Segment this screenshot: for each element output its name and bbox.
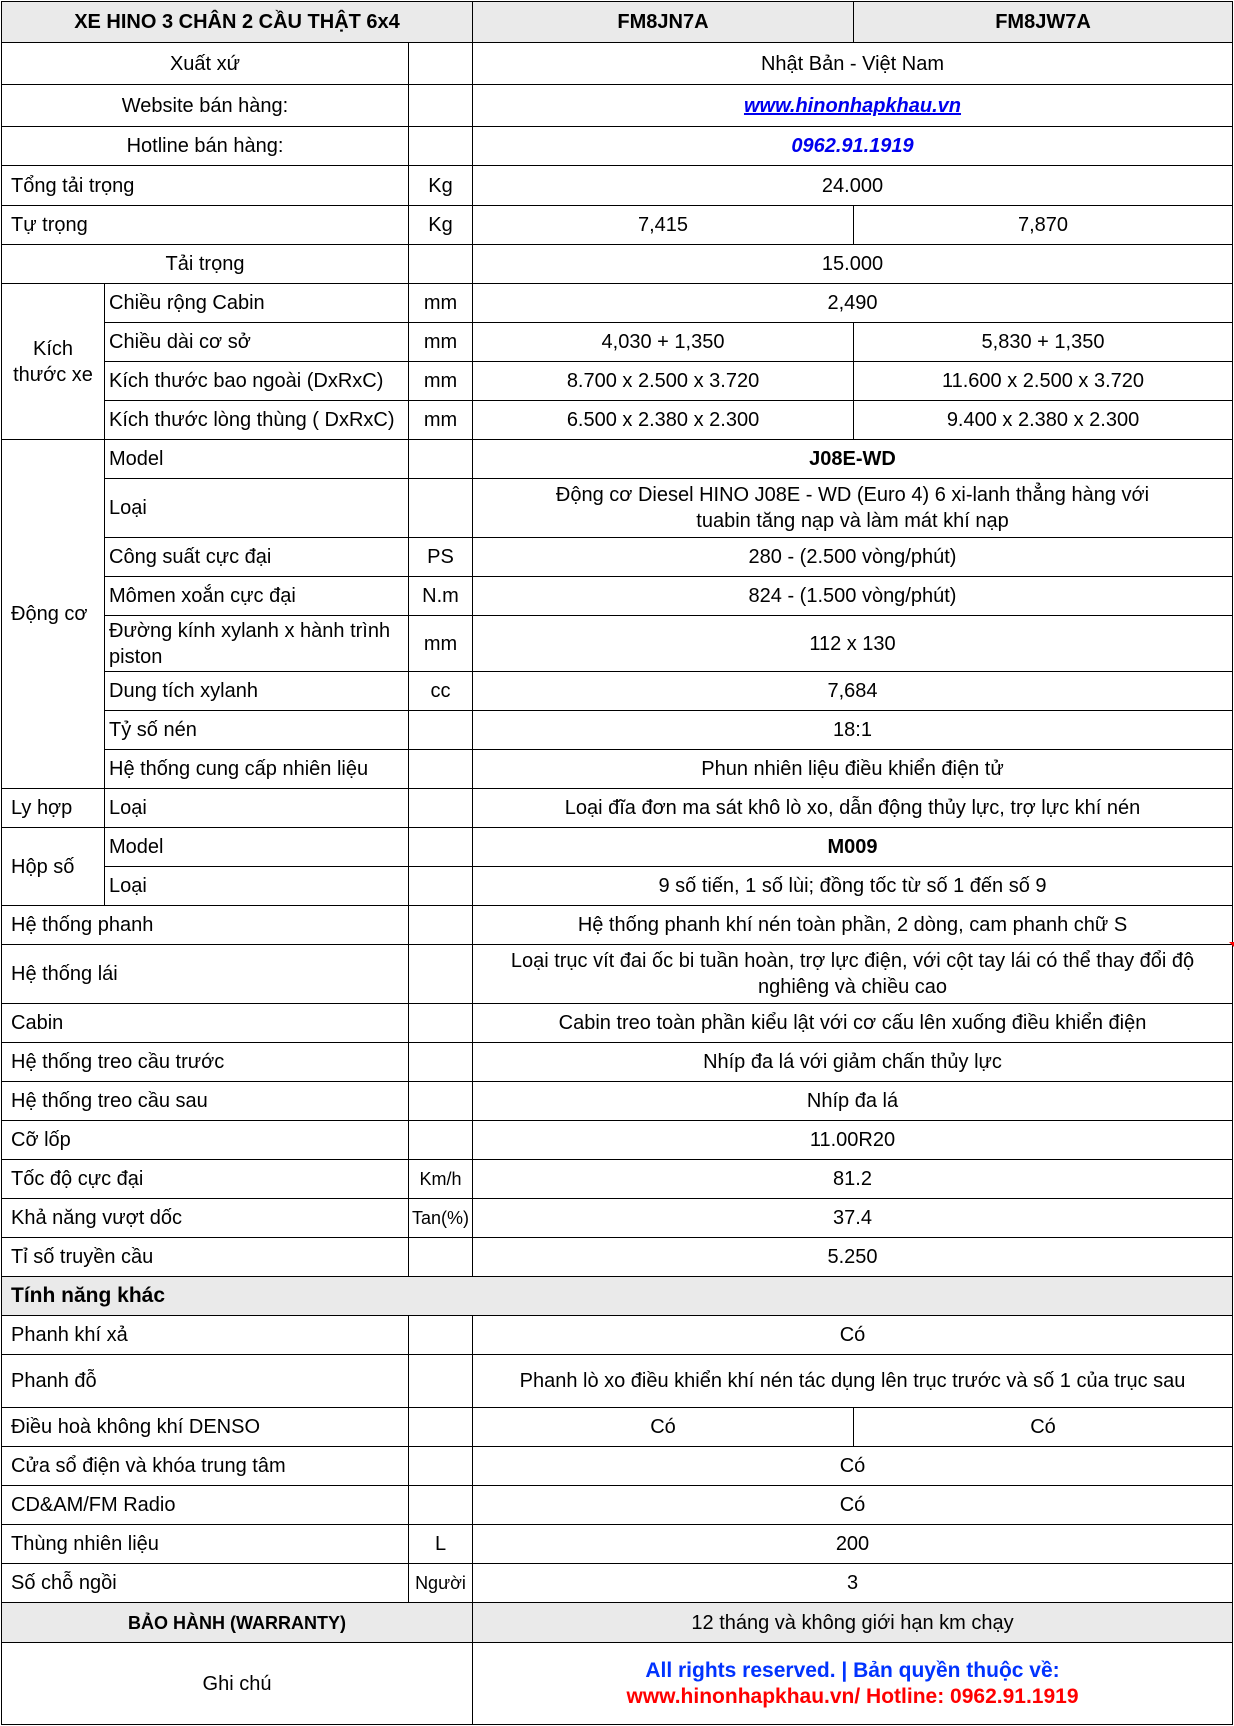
parking-brake-value: Phanh lò xo điều khiển khí nén tác dụng lên trục trước và số 1 của trục sau (473, 1355, 1233, 1408)
overall-dimensions-unit: mm (409, 362, 473, 401)
exhaust-brake-value: Có (473, 1316, 1233, 1355)
steering-line-2: nghiêng và chiều cao (757, 976, 948, 998)
engine-compression-value: 18:1 (473, 711, 1233, 750)
engine-power-value: 280 - (2.500 vòng/phút) (473, 538, 1233, 577)
engine-model-label: Model (105, 440, 409, 479)
fuel-tank-unit: L (409, 1525, 473, 1564)
steering-row (2, 945, 1233, 1004)
cabin-row (2, 1004, 1233, 1043)
front-suspension-value: Nhíp đa lá với giảm chấn thủy lực (473, 1043, 1233, 1082)
website-cell (473, 85, 1233, 127)
engine-model-row (2, 440, 1233, 479)
gearbox-type-value: 9 số tiến, 1 số lùi; đồng tốc từ số 1 đến số 9 (473, 867, 1233, 906)
gradeability-unit: Tan(%) (409, 1199, 473, 1238)
seats-label: Số chỗ ngồi (2, 1564, 409, 1603)
engine-type-value (473, 479, 1233, 538)
gearbox-model-value: M009 (473, 828, 1233, 867)
engine-displacement-value: 7,684 (473, 672, 1233, 711)
max-speed-row (2, 1160, 1233, 1199)
fuel-tank-row (2, 1525, 1233, 1564)
engine-type-unit (409, 479, 473, 538)
engine-compression-label: Tỷ số nén (105, 711, 409, 750)
power-windows-value: Có (473, 1447, 1233, 1486)
ac-label: Điều hoà không khí DENSO (2, 1408, 409, 1447)
curb-weight-value-a: 7,415 (473, 206, 854, 245)
gradeability-label: Khả năng vượt dốc (2, 1199, 409, 1238)
radio-value: Có (473, 1486, 1233, 1525)
curb-weight-unit: Kg (409, 206, 473, 245)
front-suspension-row (2, 1043, 1233, 1082)
engine-torque-row (2, 577, 1233, 616)
origin-unit (409, 43, 473, 85)
engine-displacement-unit: cc (409, 672, 473, 711)
parking-brake-unit (409, 1355, 473, 1408)
engine-bore-label (105, 616, 409, 672)
website-label: Website bán hàng: (2, 85, 409, 127)
wheelbase-unit: mm (409, 323, 473, 362)
overall-dimensions-label: Kích thước bao ngoài (DxRxC) (105, 362, 409, 401)
dimensions-group-text: Kích thước xe (13, 337, 93, 386)
seats-unit: Người (409, 1564, 473, 1603)
rear-suspension-value: Nhíp đa lá (473, 1082, 1233, 1121)
max-speed-label: Tốc độ cực đại (2, 1160, 409, 1199)
engine-model-value: J08E-WD (473, 440, 1233, 479)
gearbox-group-label: Hộp số (2, 828, 105, 906)
gearbox-model-unit (409, 828, 473, 867)
engine-fuel-system-row (2, 750, 1233, 789)
notes-row (2, 1643, 1233, 1725)
cargo-dimensions-unit: mm (409, 401, 473, 440)
spec-sheet (0, 1, 1234, 1725)
cabin-width-label: Chiều rộng Cabin (105, 284, 409, 323)
steering-line-1: Loại trục vít đai ốc bi tuần hoàn, trợ lực điện, với cột tay lái có thể thay đổi độ (510, 950, 1195, 972)
features-heading: Tính năng khác (2, 1277, 1233, 1316)
engine-bore-label-line-1: Đường kính xylanh x hành trình (109, 619, 391, 642)
warranty-row (2, 1603, 1233, 1643)
brakes-label: Hệ thống phanh (2, 906, 409, 945)
gearbox-type-row (2, 867, 1233, 906)
parking-brake-row (2, 1355, 1233, 1408)
tires-unit (409, 1121, 473, 1160)
fuel-tank-label: Thùng nhiên liệu (2, 1525, 409, 1564)
engine-model-unit (409, 440, 473, 479)
engine-displacement-label: Dung tích xylanh (105, 672, 409, 711)
hotline-label: Hotline bán hàng: (2, 127, 409, 166)
gearbox-type-label: Loại (105, 867, 409, 906)
clutch-group-label: Ly hợp (2, 789, 105, 828)
engine-type-line-2: tuabin tăng nạp và làm mát khí nạp (696, 510, 1009, 532)
wheelbase-value-b: 5,830 + 1,350 (854, 323, 1233, 362)
radio-unit (409, 1486, 473, 1525)
curb-weight-row (2, 206, 1233, 245)
brakes-unit (409, 906, 473, 945)
curb-weight-value-b: 7,870 (854, 206, 1233, 245)
overall-dimensions-row (2, 362, 1233, 401)
axle-ratio-row (2, 1238, 1233, 1277)
gross-weight-value: 24.000 (473, 166, 1233, 206)
warranty-label: BẢO HÀNH (WARRANTY) (2, 1603, 473, 1643)
wheelbase-value-a: 4,030 + 1,350 (473, 323, 854, 362)
seats-row (2, 1564, 1233, 1603)
steering-unit (409, 945, 473, 1004)
comment-marker-icon (1229, 942, 1234, 948)
rear-suspension-unit (409, 1082, 473, 1121)
notes-copyright: All rights reserved. | Bản quyền thuộc về: (645, 1658, 1060, 1682)
engine-type-row (2, 479, 1233, 538)
tires-value: 11.00R20 (473, 1121, 1233, 1160)
engine-type-line-1: Động cơ Diesel HINO J08E - WD (Euro 4) 6 xi-lanh thẳng hàng với (555, 484, 1150, 506)
engine-torque-label: Mômen xoắn cực đại (105, 577, 409, 616)
ac-value-a: Có (473, 1408, 854, 1447)
table-title: XE HINO 3 CHÂN 2 CẦU THẬT 6x4 (2, 2, 473, 43)
ac-row (2, 1408, 1233, 1447)
cabin-value: Cabin treo toàn phần kiểu lật với cơ cấu lên xuống điều khiển điện (473, 1004, 1233, 1043)
notes-value (473, 1643, 1233, 1725)
power-windows-row (2, 1447, 1233, 1486)
wheelbase-label: Chiều dài cơ sở (105, 323, 409, 362)
tires-row (2, 1121, 1233, 1160)
cargo-dimensions-label: Kích thước lòng thùng ( DxRxC) (105, 401, 409, 440)
gearbox-type-unit (409, 867, 473, 906)
gearbox-model-label: Model (105, 828, 409, 867)
features-heading-row (2, 1277, 1233, 1316)
exhaust-brake-row (2, 1316, 1233, 1355)
front-suspension-unit (409, 1043, 473, 1082)
cabin-width-value: 2,490 (473, 284, 1233, 323)
hotline-cell (473, 127, 1233, 166)
website-link[interactable]: www.hinonhapkhau.vn (743, 94, 962, 117)
spec-table (1, 1, 1233, 1725)
cabin-label: Cabin (2, 1004, 409, 1043)
gross-weight-label: Tổng tải trọng (2, 166, 409, 206)
engine-torque-unit: N.m (409, 577, 473, 616)
engine-power-row (2, 538, 1233, 577)
payload-unit (409, 245, 473, 284)
cabin-width-unit: mm (409, 284, 473, 323)
engine-power-unit: PS (409, 538, 473, 577)
clutch-row (2, 789, 1233, 828)
ac-value-b: Có (854, 1408, 1233, 1447)
engine-type-label: Loại (105, 479, 409, 538)
fuel-tank-value: 200 (473, 1525, 1233, 1564)
warranty-value: 12 tháng và không giới hạn km chạy (473, 1603, 1233, 1643)
gearbox-model-row (2, 828, 1233, 867)
gradeability-value: 37.4 (473, 1199, 1233, 1238)
website-row (2, 85, 1233, 127)
axle-ratio-label: Tỉ số truyền cầu (2, 1238, 409, 1277)
steering-label: Hệ thống lái (2, 945, 409, 1004)
payload-label: Tải trọng (2, 245, 409, 284)
gross-weight-unit: Kg (409, 166, 473, 206)
engine-group-label: Động cơ (2, 440, 105, 789)
axle-ratio-value: 5.250 (473, 1238, 1233, 1277)
engine-bore-unit: mm (409, 616, 473, 672)
engine-power-label: Công suất cực đại (105, 538, 409, 577)
header-row (2, 2, 1233, 43)
notes-label: Ghi chú (2, 1643, 473, 1725)
rear-suspension-label: Hệ thống treo cầu sau (2, 1082, 409, 1121)
ac-unit (409, 1408, 473, 1447)
origin-row (2, 43, 1233, 85)
gross-weight-row (2, 166, 1233, 206)
hotline-unit (409, 127, 473, 166)
payload-row (2, 245, 1233, 284)
engine-displacement-row (2, 672, 1233, 711)
wheelbase-row (2, 323, 1233, 362)
cargo-dimensions-value-b: 9.400 x 2.380 x 2.300 (854, 401, 1233, 440)
brakes-row (2, 906, 1233, 945)
engine-fuel-system-unit (409, 750, 473, 789)
hotline-row (2, 127, 1233, 166)
origin-label: Xuất xứ (2, 43, 409, 85)
brakes-value: Hệ thống phanh khí nén toàn phần, 2 dòng, cam phanh chữ S (473, 906, 1233, 945)
payload-value: 15.000 (473, 245, 1233, 284)
cargo-dimensions-row (2, 401, 1233, 440)
cabin-width-row (2, 284, 1233, 323)
dimensions-group-label (2, 284, 105, 440)
radio-row (2, 1486, 1233, 1525)
model-a-header: FM8JN7A (473, 2, 854, 43)
overall-dimensions-value-a: 8.700 x 2.500 x 3.720 (473, 362, 854, 401)
clutch-value: Loại đĩa đơn ma sát khô lò xo, dẫn động thủy lực, trợ lực khí nén (473, 789, 1233, 828)
model-b-header: FM8JW7A (854, 2, 1233, 43)
overall-dimensions-value-b: 11.600 x 2.500 x 3.720 (854, 362, 1233, 401)
gradeability-row (2, 1199, 1233, 1238)
notes-contact-link[interactable]: www.hinonhapkhau.vn/ Hotline: 0962.91.1919 (626, 1684, 1079, 1708)
exhaust-brake-label: Phanh khí xả (2, 1316, 409, 1355)
max-speed-unit: Km/h (409, 1160, 473, 1199)
engine-fuel-system-value: Phun nhiên liệu điều khiển điện tử (473, 750, 1233, 789)
engine-compression-unit (409, 711, 473, 750)
rear-suspension-row (2, 1082, 1233, 1121)
cargo-dimensions-value-a: 6.500 x 2.380 x 2.300 (473, 401, 854, 440)
steering-value (473, 945, 1233, 1004)
curb-weight-label: Tự trọng (2, 206, 409, 245)
engine-bore-value: 112 x 130 (473, 616, 1233, 672)
tires-label: Cỡ lốp (2, 1121, 409, 1160)
exhaust-brake-unit (409, 1316, 473, 1355)
radio-label: CD&AM/FM Radio (2, 1486, 409, 1525)
cabin-unit (409, 1004, 473, 1043)
max-speed-value: 81.2 (473, 1160, 1233, 1199)
clutch-unit (409, 789, 473, 828)
website-unit (409, 85, 473, 127)
engine-fuel-system-label: Hệ thống cung cấp nhiên liệu (105, 750, 409, 789)
seats-value: 3 (473, 1564, 1233, 1603)
engine-bore-row (2, 616, 1233, 672)
power-windows-label: Cửa sổ điện và khóa trung tâm (2, 1447, 409, 1486)
origin-value: Nhật Bản - Việt Nam (473, 43, 1233, 85)
front-suspension-label: Hệ thống treo cầu trước (2, 1043, 409, 1082)
engine-compression-row (2, 711, 1233, 750)
axle-ratio-unit (409, 1238, 473, 1277)
engine-bore-label-line-2: piston (109, 645, 163, 668)
power-windows-unit (409, 1447, 473, 1486)
hotline-number[interactable]: 0962.91.1919 (791, 135, 914, 157)
parking-brake-label: Phanh đỗ (2, 1355, 409, 1408)
clutch-type-label: Loại (105, 789, 409, 828)
engine-torque-value: 824 - (1.500 vòng/phút) (473, 577, 1233, 616)
